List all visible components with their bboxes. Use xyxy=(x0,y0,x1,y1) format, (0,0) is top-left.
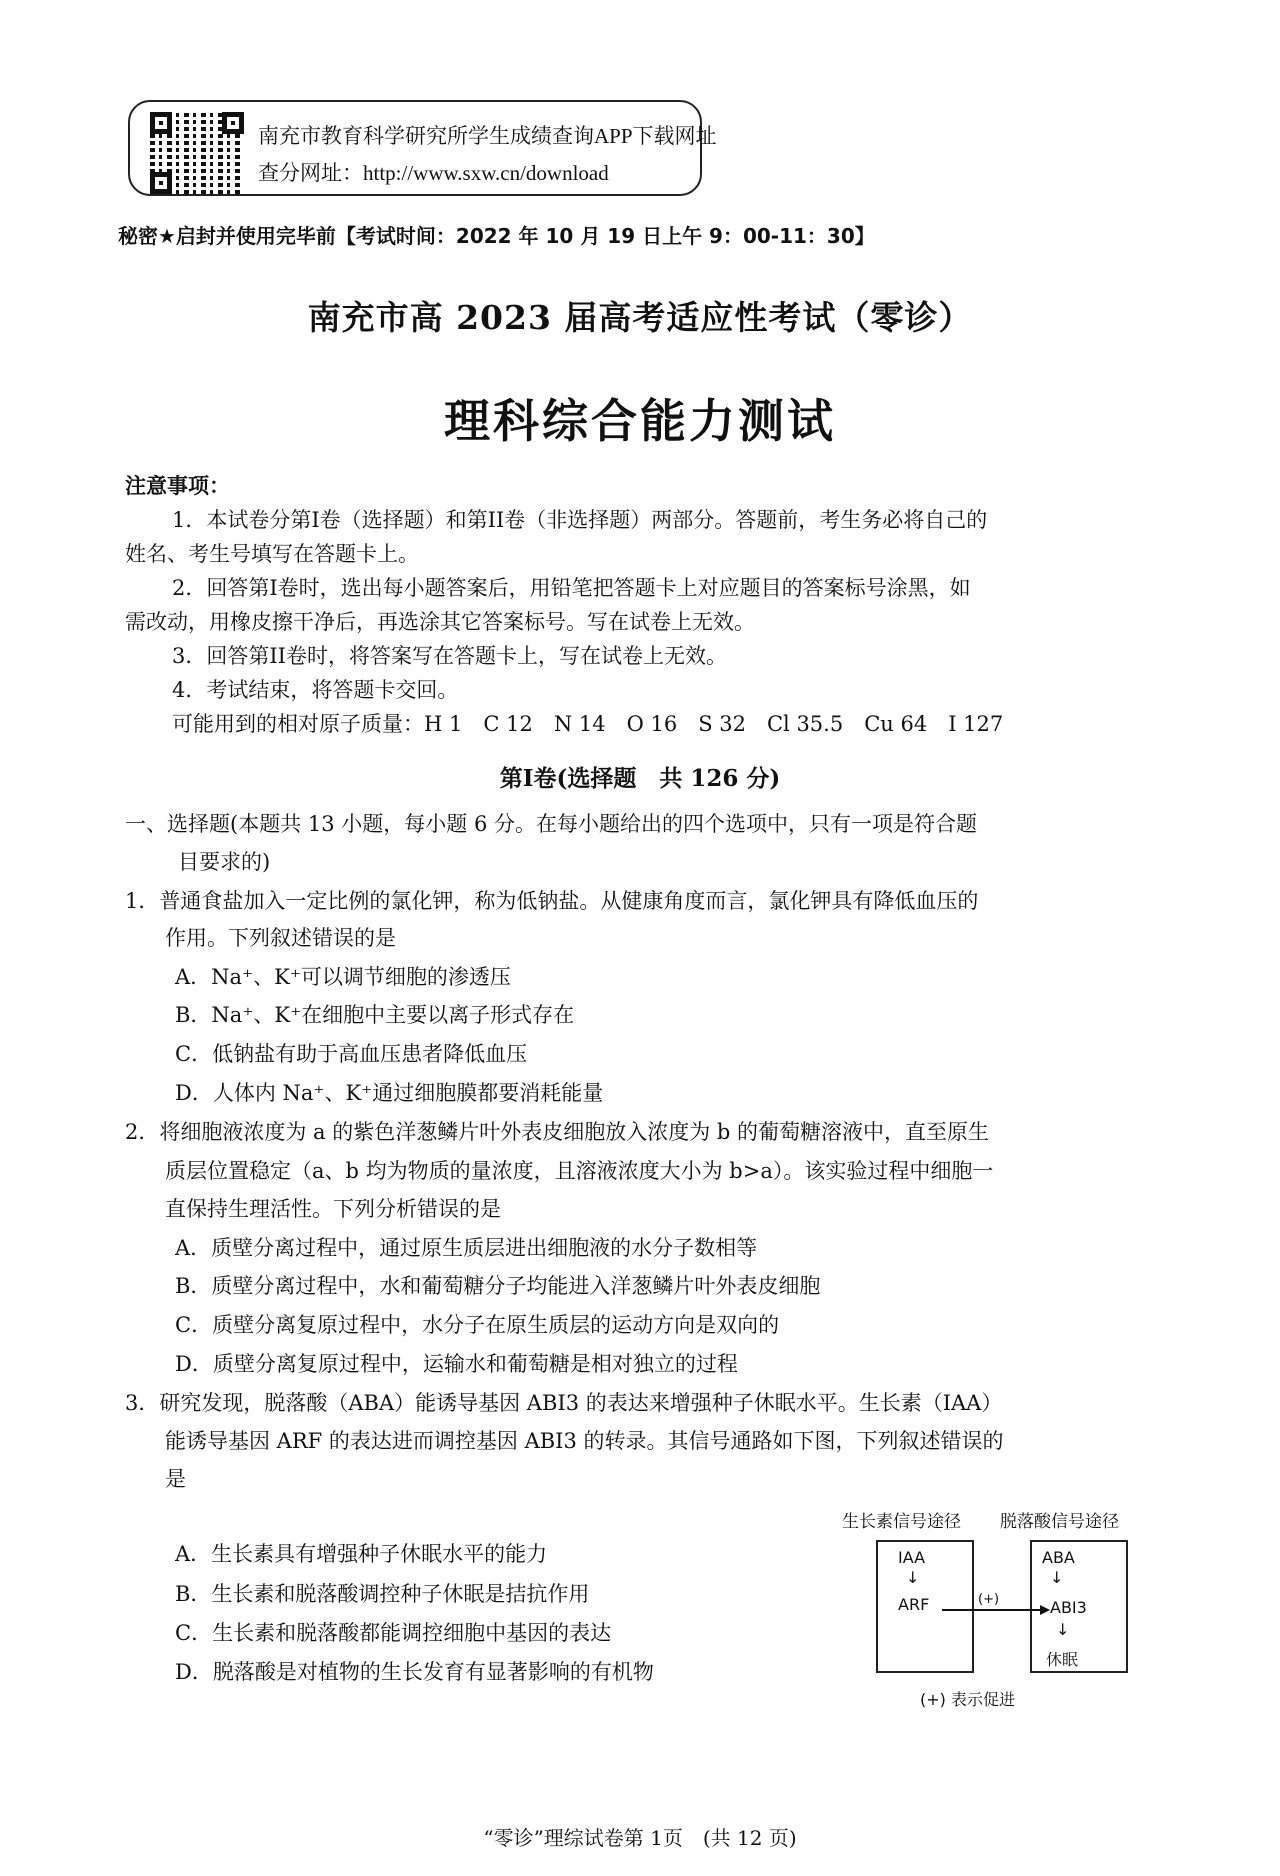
qr-finder-icon xyxy=(150,172,172,194)
notice-line: 1．本试卷分第I卷（选择题）和第II卷（非选择题）两部分。答题前，考生务必将自己的 xyxy=(172,508,988,532)
q2-option-c: C．质壁分离复原过程中，水分子在原生质层的运动方向是双向的 xyxy=(175,1313,780,1337)
notice-line: 需改动，用橡皮擦干净后，再选涂其它答案标号。写在试卷上无效。 xyxy=(125,610,755,634)
down-arrow-icon: ↓ xyxy=(906,1568,920,1587)
q3-stem: 是 xyxy=(165,1467,186,1491)
q3-stem: 3．研究发现，脱落酸（ABA）能诱导基因 ABI3 的表达来增强种子休眠水平。生长素（IAA） xyxy=(125,1391,1003,1415)
q1-option-a: A．Na⁺、K⁺可以调节细胞的渗透压 xyxy=(175,965,511,989)
secret-line: 秘密★启封并使用完毕前【考试时间：2022 年 10 月 19 日上午 9：00-11：30】 xyxy=(118,224,875,248)
atomic-mass-line: 可能用到的相对原子质量：H 1 C 12 N 14 O 16 S 32 Cl 35.5 Cu 64 I 127 xyxy=(172,712,1004,736)
q3-option-c: C．生长素和脱落酸都能调控细胞中基因的表达 xyxy=(175,1621,612,1645)
part-heading: 一、选择题(本题共 13 小题，每小题 6 分。在每小题给出的四个选项中，只有一项是符合题 xyxy=(125,812,977,836)
abi3-label: ABI3 xyxy=(1050,1598,1087,1617)
qr-finder-icon xyxy=(222,112,244,134)
part-heading: 目要求的) xyxy=(178,850,271,874)
exam-title: 南充市高 2023 届高考适应性考试（零诊） xyxy=(307,298,973,337)
promote-label: (+) xyxy=(978,1592,1000,1607)
header-line-url[interactable]: 查分网址：http://www.sxw.cn/download xyxy=(258,161,609,185)
q3-stem: 能诱导基因 ARF 的表达进而调控基因 ABI3 的转录。其信号通路如下图，下列叙述错误的 xyxy=(165,1429,1004,1453)
diagram-caption: (+) 表示促进 xyxy=(920,1690,1015,1709)
header-line-app: 南充市教育科学研究所学生成绩查询APP下载网址 xyxy=(258,124,717,148)
q2-option-b: B．质壁分离过程中，水和葡萄糖分子均能进入洋葱鳞片叶外表皮细胞 xyxy=(175,1274,821,1298)
q3-option-b: B．生长素和脱落酸调控种子休眠是拮抗作用 xyxy=(175,1582,590,1606)
dormancy-label: 休眠 xyxy=(1046,1650,1079,1669)
arf-label: ARF xyxy=(898,1595,930,1614)
aba-label: ABA xyxy=(1042,1548,1075,1567)
q2-stem: 质层位置稳定（a、b 均为物质的量浓度，且溶液浓度大小为 b>a）。该实验过程中细胞一 xyxy=(165,1159,994,1183)
notice-heading: 注意事项： xyxy=(125,473,230,498)
notice-line: 3．回答第II卷时，将答案写在答题卡上，写在试卷上无效。 xyxy=(172,644,727,668)
page-footer: “零诊”理综试卷第 1页 (共 12 页) xyxy=(483,1826,797,1850)
q3-option-a: A．生长素具有增强种子休眠水平的能力 xyxy=(175,1542,548,1566)
down-arrow-icon: ↓ xyxy=(1056,1620,1070,1639)
q1-option-d: D．人体内 Na⁺、K⁺通过细胞膜都要消耗能量 xyxy=(175,1081,604,1105)
q1-option-c: C．低钠盐有助于高血压患者降低血压 xyxy=(175,1042,528,1066)
q1-stem: 1．普通食盐加入一定比例的氯化钾，称为低钠盐。从健康角度而言，氯化钾具有降低血压的 xyxy=(125,889,979,913)
q2-option-d: D．质壁分离复原过程中，运输水和葡萄糖是相对独立的过程 xyxy=(175,1352,738,1376)
diagram-label-aba: 脱落酸信号途径 xyxy=(1000,1512,1119,1532)
exam-subject: 理科综合能力测试 xyxy=(444,394,836,448)
q1-option-b: B．Na⁺、K⁺在细胞中主要以离子形式存在 xyxy=(175,1003,575,1027)
q2-stem: 2．将细胞液浓度为 a 的紫色洋葱鳞片叶外表皮细胞放入浓度为 b 的葡萄糖溶液中，直至原生 xyxy=(125,1120,990,1144)
down-arrow-icon: ↓ xyxy=(1050,1568,1064,1587)
notice-line: 4．考试结束，将答题卡交回。 xyxy=(172,678,459,702)
diagram-label-auxin: 生长素信号途径 xyxy=(842,1512,961,1532)
qr-finder-icon xyxy=(150,112,172,134)
q2-option-a: A．质壁分离过程中，通过原生质层进出细胞液的水分子数相等 xyxy=(175,1236,758,1260)
section-title: 第I卷(选择题 共 126 分) xyxy=(499,765,781,792)
notice-line: 姓名、考生号填写在答题卡上。 xyxy=(125,542,419,566)
notice-line: 2．回答第I卷时，选出每小题答案后，用铅笔把答题卡上对应题目的答案标号涂黑，如 xyxy=(172,576,971,600)
q3-option-d: D．脱落酸是对植物的生长发育有显著影响的有机物 xyxy=(175,1660,654,1684)
q2-stem: 直保持生理活性。下列分析错误的是 xyxy=(165,1197,501,1221)
iaa-label: IAA xyxy=(898,1548,926,1567)
q1-stem: 作用。下列叙述错误的是 xyxy=(165,926,396,950)
